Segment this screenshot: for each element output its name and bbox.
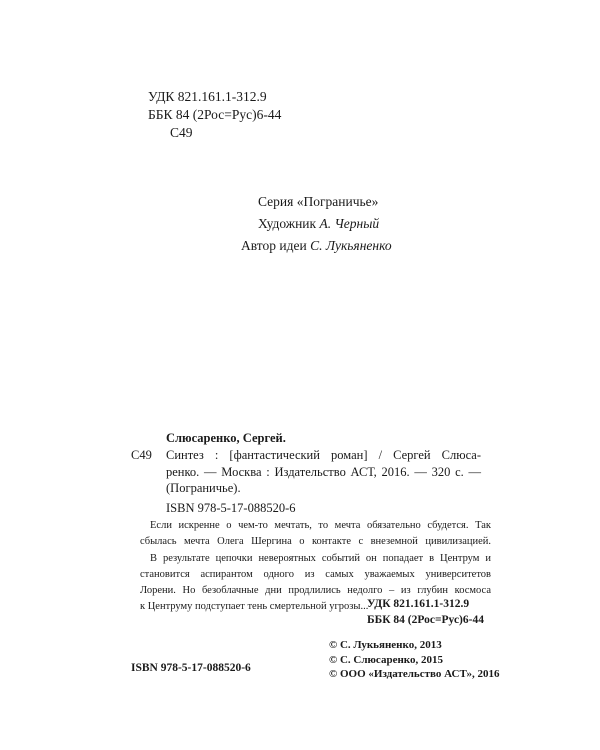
bbk-code: ББК 84 (2Рос=Рус)6-44 [148,107,282,122]
copyright-line: © С. Слюсаренко, 2015 [329,653,443,666]
bib-author-mark: С49 [131,448,152,462]
copyright-line: © ООО «Издательство АСТ», 2016 [329,668,500,680]
bib-isbn: ISBN 978-5-17-088520-6 [166,501,296,515]
udk-code: УДК 821.161.1-312.9 [148,89,267,104]
bottom-classification [367,596,484,628]
idea-author-label: Автор идеи [241,238,307,253]
isbn-bottom: ISBN 978-5-17-088520-6 [131,662,251,674]
bib-line: (Пограничье). [166,481,241,495]
author-mark: С49 [170,125,193,140]
idea-author-line [241,238,392,260]
idea-author-name: С. Лукьяненко [310,238,392,253]
bib-line: Синтез : [фантастический роман] / Сергей Слюса- [166,448,481,462]
bib-author: Слюсаренко, Сергей. [166,431,286,445]
copyright-line: © С. Лукьяненко, 2013 [329,639,442,651]
artist-label: Художник [258,216,317,231]
classification-block [148,88,281,142]
annotation-line: к Центруму подступает тень смертельной угрозы... [140,601,369,613]
artist-name: А. Черный [319,216,380,231]
annotation-line: В результате цепочки невероятных событий он попадает в Центрум и [150,552,491,564]
annotation-line: Лорени. Но безоблачные дни продлились недолго – из глубин космоса [140,585,491,597]
bottom-udk: УДК 821.161.1-312.9 [367,598,470,610]
bib-description [166,447,481,497]
annotation-line: Если искренне о чем-то мечтать, то мечта обязательно сбудется. Так [150,520,491,531]
series-line: Серия «Пограничье» [258,194,379,209]
artist-line [258,216,392,238]
bottom-bbk: ББК 84 (2Рос=Рус)6-44 [367,614,484,626]
copyright-block [329,638,500,682]
annotation-line: становится аспирантом одного из самых уважаемых университетов [140,568,491,580]
credits-block [241,194,392,260]
bib-line: ренко. — Москва : Издательство АСТ, 2016. — 320 с. — [166,464,481,479]
annotation-line: сбылась мечта Олега Шергина о контакте с внеземной цивилизацией. [140,536,491,548]
